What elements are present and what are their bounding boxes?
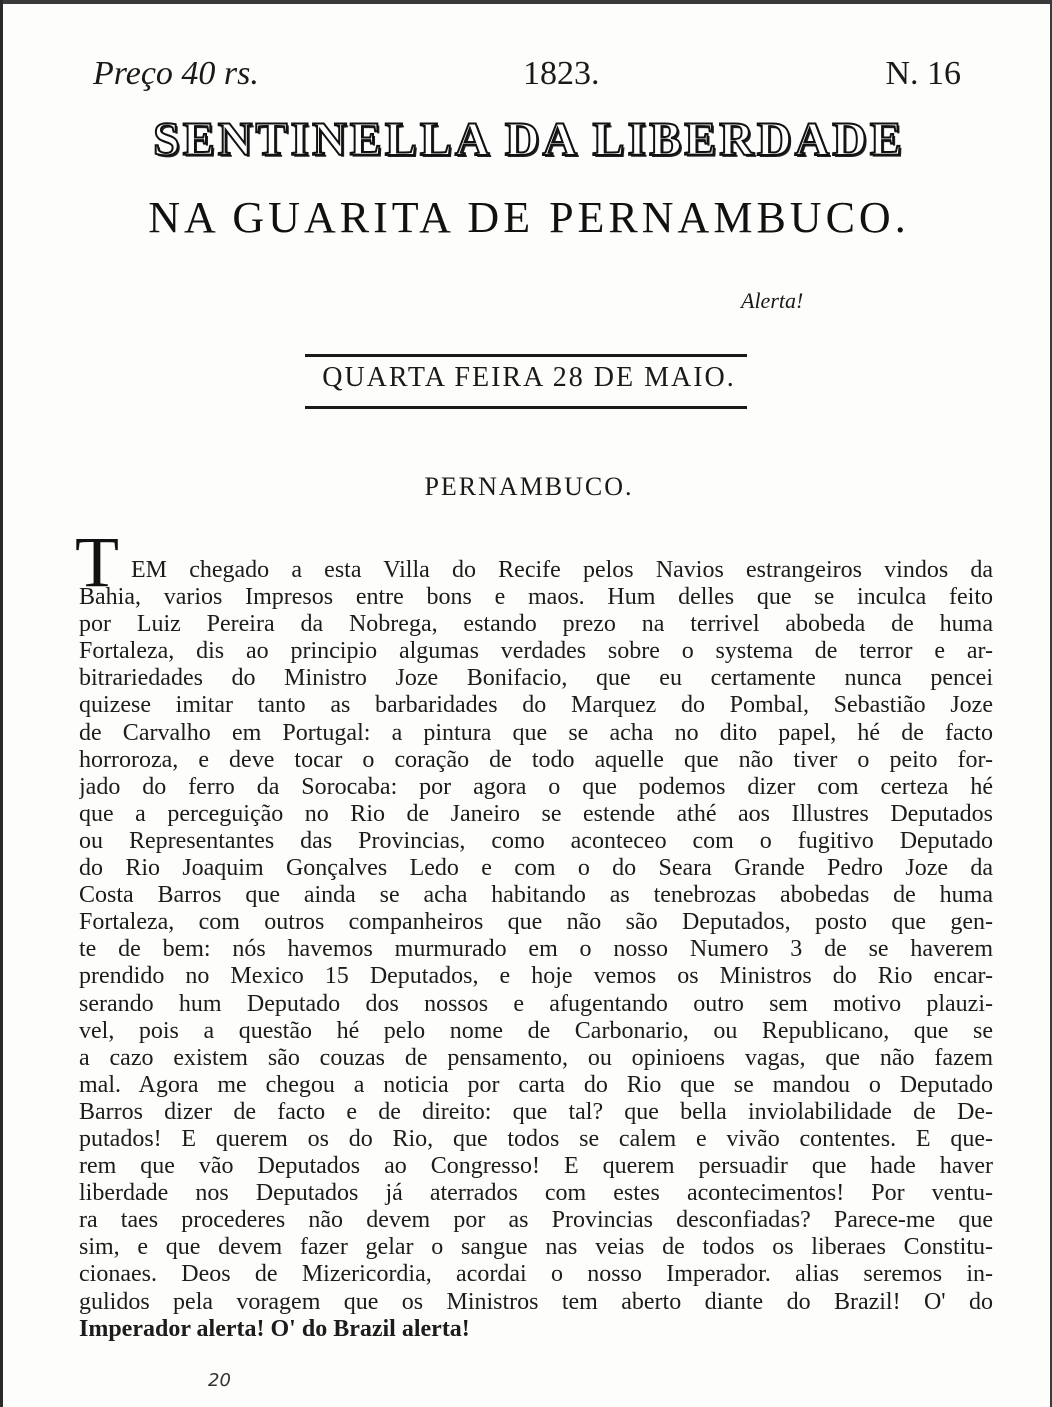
article-line: Imperador alerta! O' do Brazil alerta!	[79, 1315, 470, 1342]
handwritten-page-mark: 20	[208, 1370, 231, 1391]
article-line: EM chegado a esta Villa do Recife pelos Navios estrangeiros vindos da	[131, 557, 993, 583]
article-line: por Luiz Pereira da Nobrega, estando prezo na terrivel abobeda de huma	[79, 611, 993, 638]
article-line: Fortaleza, com outros companheiros que não são Deputados, posto que gen-	[79, 909, 993, 936]
masthead-title: SENTINELLA DA LIBERDADE	[153, 113, 905, 166]
article-line: mal. Agora me chegou a noticia por carta do Rio que se mandou o Deputado	[79, 1071, 993, 1098]
article-line: que a perceguição no Rio de Janeiro se estende athé aos Illustres Deputados	[79, 800, 993, 827]
article-line: sim, e que devem fazer gelar o sangue nas veias de todos os liberaes Constitu-	[79, 1234, 993, 1261]
dateline-rule-bottom	[305, 406, 747, 409]
article-line: quizese imitar tanto as barbaridades do Marquez do Pombal, Sebastião Joze	[79, 692, 993, 719]
drop-cap: T	[75, 522, 119, 602]
page-edge	[3, 0, 1052, 4]
price-label: Preço 40 rs.	[93, 55, 259, 92]
year-label: 1823.	[523, 55, 600, 92]
article-body	[79, 557, 993, 1343]
header-line	[93, 55, 973, 99]
article-line: te de bem: nós havemos murmurado em o nosso Numero 3 de se haverem	[79, 936, 993, 963]
article-line: jado do ferro da Sorocaba: por agora o que podemos dizer com certeza hé	[79, 773, 993, 800]
article-line: vel, pois a questão hé pelo nome de Carbonario, ou Republicano, que se	[79, 1017, 993, 1044]
article-line: liberdade nos Deputados já aterrados com estes acontecimentos! Por ventu-	[79, 1180, 993, 1207]
article-line: putados! E querem os do Rio, que todos se calem e vivão contentes. E que-	[79, 1125, 993, 1152]
article-line: Fortaleza, dis ao principio algumas verdades sobre o systema de terror e ar-	[79, 638, 993, 665]
dateline-rule-top	[305, 354, 747, 357]
article-line: a cazo existem são couzas de pensamento, ou opinioens vagas, que não fazem	[79, 1044, 993, 1071]
article-line: do Rio Joaquim Gonçalves Ledo e com o do Seara Grande Pedro Joze da	[79, 855, 993, 882]
article-line: serando hum Deputado dos nossos e afugentando outro sem motivo plauzi-	[79, 990, 993, 1017]
issue-number: N. 16	[885, 55, 961, 92]
article-line: ra taes procederes não devem por as Provincias desconfiadas? Parece-me que	[79, 1207, 993, 1234]
article-line: prendido no Mexico 15 Deputados, e hoje vemos os Ministros do Rio encar-	[79, 963, 993, 990]
article-line: cionaes. Deos de Mizericordia, acordai o nosso Imperador. alias seremos in-	[79, 1261, 993, 1288]
article-line: Costa Barros que ainda se acha habitando as tenebrozas abobedas de huma	[79, 882, 993, 909]
section-title: PERNAMBUCO.	[424, 472, 634, 501]
article-line: gulidos pela voragem que os Ministros tem aberto diante do Brazil! O' do	[79, 1288, 993, 1315]
article-line: Bahia, varios Impresos entre bons e maos. Hum delles que se inculca feito	[79, 584, 993, 611]
article-line: de Carvalho em Portugal: a pintura que se acha no dito papel, hé de facto	[79, 719, 993, 746]
alerta-label: Alerta!	[741, 288, 804, 313]
article-line: ou Representantes das Provincias, como aconteceo com o fugitivo Deputado	[79, 827, 993, 854]
article-line: rem que vão Deputados ao Congresso! E querem persuadir que hade haver	[79, 1153, 993, 1180]
dateline: QUARTA FEIRA 28 DE MAIO.	[322, 362, 736, 393]
article-line: horroroza, e deve tocar o coração de todo aquelle que não tiver o peito for-	[79, 746, 993, 773]
article-line: Barros dizer de facto e de direito: que tal? que bella inviolabilidade de De-	[79, 1098, 993, 1125]
article-line: bitrariedades do Ministro Joze Bonifacio, que eu certamente nunca pencei	[79, 665, 993, 692]
masthead-subtitle: NA GUARITA DE PERNAMBUCO.	[148, 193, 910, 242]
